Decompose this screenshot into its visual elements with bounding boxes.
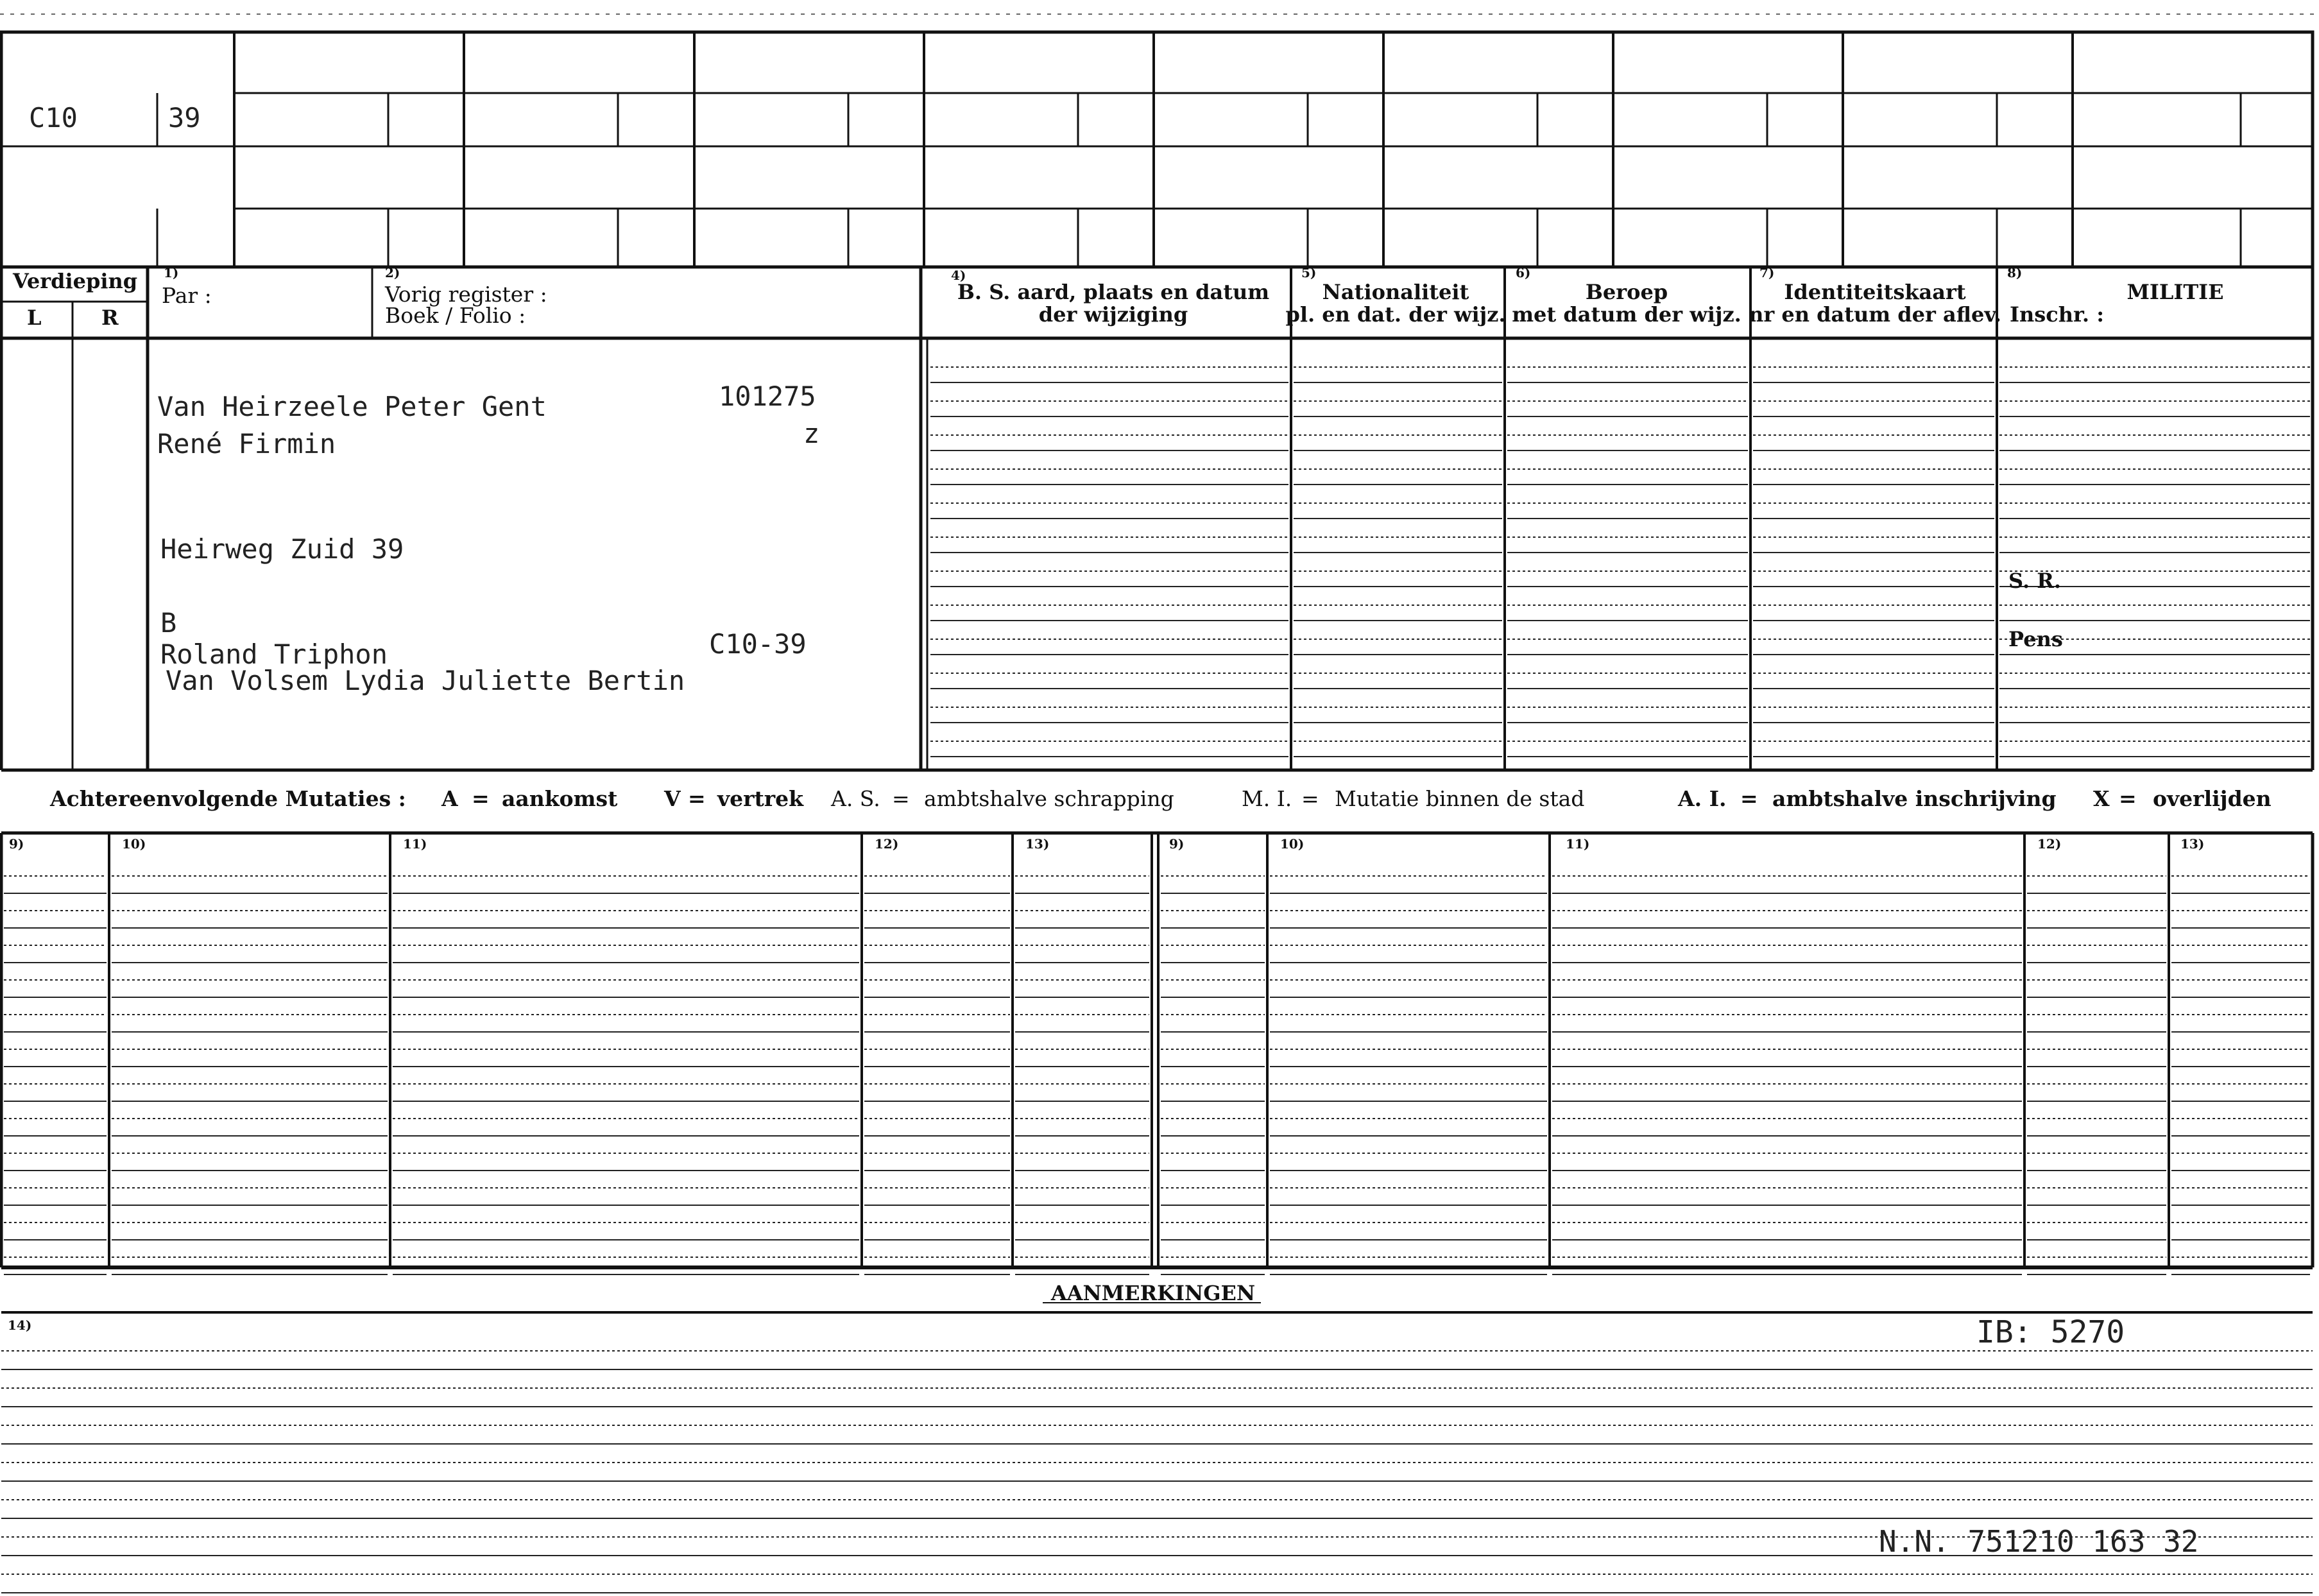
legend-a-text: aankomst: [502, 786, 618, 811]
legend-x-text: overlijden: [2153, 786, 2272, 811]
mutations-heading: Achtereenvolgende Mutaties :: [50, 786, 406, 811]
legend-v-text: vertrek: [717, 786, 804, 811]
mut-col-num: 12): [875, 836, 899, 852]
legend-mi-key: M. I.: [1242, 786, 1292, 811]
mutations-table-frame: [1, 833, 2313, 1267]
col8-label-line2: Inschr. :: [2010, 302, 2105, 327]
col6-label-line2: met datum der wijz.: [1512, 302, 1741, 327]
ib-code: IB: 5270: [1976, 1314, 2125, 1350]
mother-name: Van Volsem Lydia Juliette Bertin: [166, 665, 685, 696]
verdieping-label: Verdieping: [13, 269, 138, 293]
legend-x-key: X: [2093, 786, 2110, 811]
remarks-heading: AANMERKINGEN: [1050, 1281, 1256, 1305]
father-name: Roland Triphon: [160, 639, 388, 670]
col4-number: 4): [951, 268, 966, 283]
col5-label-line1: Nationaliteit: [1322, 280, 1469, 304]
vorig-register-label: Vorig register :: [385, 282, 547, 307]
person-name-line1: Van Heirzeele Peter Gent: [157, 391, 547, 422]
col4-label-line2: der wijziging: [1038, 302, 1188, 327]
right-label: R: [101, 305, 119, 330]
mut-col-num: 13): [2180, 836, 2205, 852]
boek-folio-label: Boek / Folio :: [385, 303, 526, 328]
legend-as-text: ambtshalve schrapping: [924, 786, 1174, 811]
svg-text:=: =: [1740, 786, 1758, 811]
mut-col-num: 10): [122, 836, 146, 852]
pens-label: Pens: [2008, 627, 2063, 651]
mut-col-num: 12): [2037, 836, 2062, 852]
ruled-lines-upper: [930, 367, 2310, 757]
col8-label-line1: MILITIE: [2126, 280, 2224, 304]
mut-col-num: 9): [9, 836, 24, 852]
col7-label-line1: Identiteitskaart: [1784, 280, 1966, 304]
sr-label: S. R.: [2008, 569, 2061, 593]
mut-col-num: 10): [1280, 836, 1305, 852]
legend-ai-text: ambtshalve inschrijving: [1772, 786, 2057, 811]
mut-col-num: 11): [403, 836, 427, 852]
reference-code: C10-39: [709, 628, 807, 660]
svg-text:=: =: [688, 786, 706, 811]
col6-label-line1: Beroep: [1585, 280, 1668, 304]
nn-code: N.N. 751210 163 32: [1879, 1524, 2199, 1559]
col1-number: 1): [164, 265, 179, 280]
legend-v-key: V: [664, 786, 681, 811]
col6-number: 6): [1516, 265, 1531, 280]
marker: B: [160, 607, 177, 639]
col5-label-line2: pl. en dat. der wijz.: [1285, 302, 1506, 327]
mut-col-num: 11): [1566, 836, 1590, 852]
svg-text:=: =: [472, 786, 490, 811]
legend-as-key: A. S.: [831, 786, 880, 811]
legend-mi-text: Mutatie binnen de stad: [1335, 786, 1585, 811]
col5-number: 5): [1301, 265, 1317, 280]
mut-col-num: 13): [1025, 836, 1050, 852]
col4-label-line1: B. S. aard, plaats en datum: [957, 280, 1270, 304]
col7-number: 7): [1759, 265, 1775, 280]
mutations-legend: [49, 786, 2272, 811]
code-value: C10: [29, 102, 78, 133]
col7-label-line2: nr en datum der aflev.: [1749, 302, 2001, 327]
left-label: L: [27, 305, 42, 330]
person-name-line2: René Firmin: [157, 428, 336, 459]
svg-text:=: =: [2119, 786, 2137, 811]
top-grid: [1, 32, 2313, 267]
address: Heirweg Zuid 39: [160, 533, 404, 565]
col8-number: 8): [2007, 265, 2023, 280]
svg-text:=: =: [1301, 786, 1319, 811]
svg-text:=: =: [892, 786, 910, 811]
remarks-number: 14): [8, 1317, 32, 1333]
legend-a-key: A: [441, 786, 458, 811]
birth-code: 101275: [719, 381, 816, 412]
par-label: Par :: [162, 283, 212, 308]
col2-number: 2): [385, 265, 400, 280]
mut-col-num: 9): [1169, 836, 1185, 852]
folio-value: 39: [168, 102, 201, 133]
mutations-column-numbers: [9, 836, 2204, 852]
sex-code: z: [803, 418, 820, 449]
legend-ai-key: A. I.: [1678, 786, 1727, 811]
